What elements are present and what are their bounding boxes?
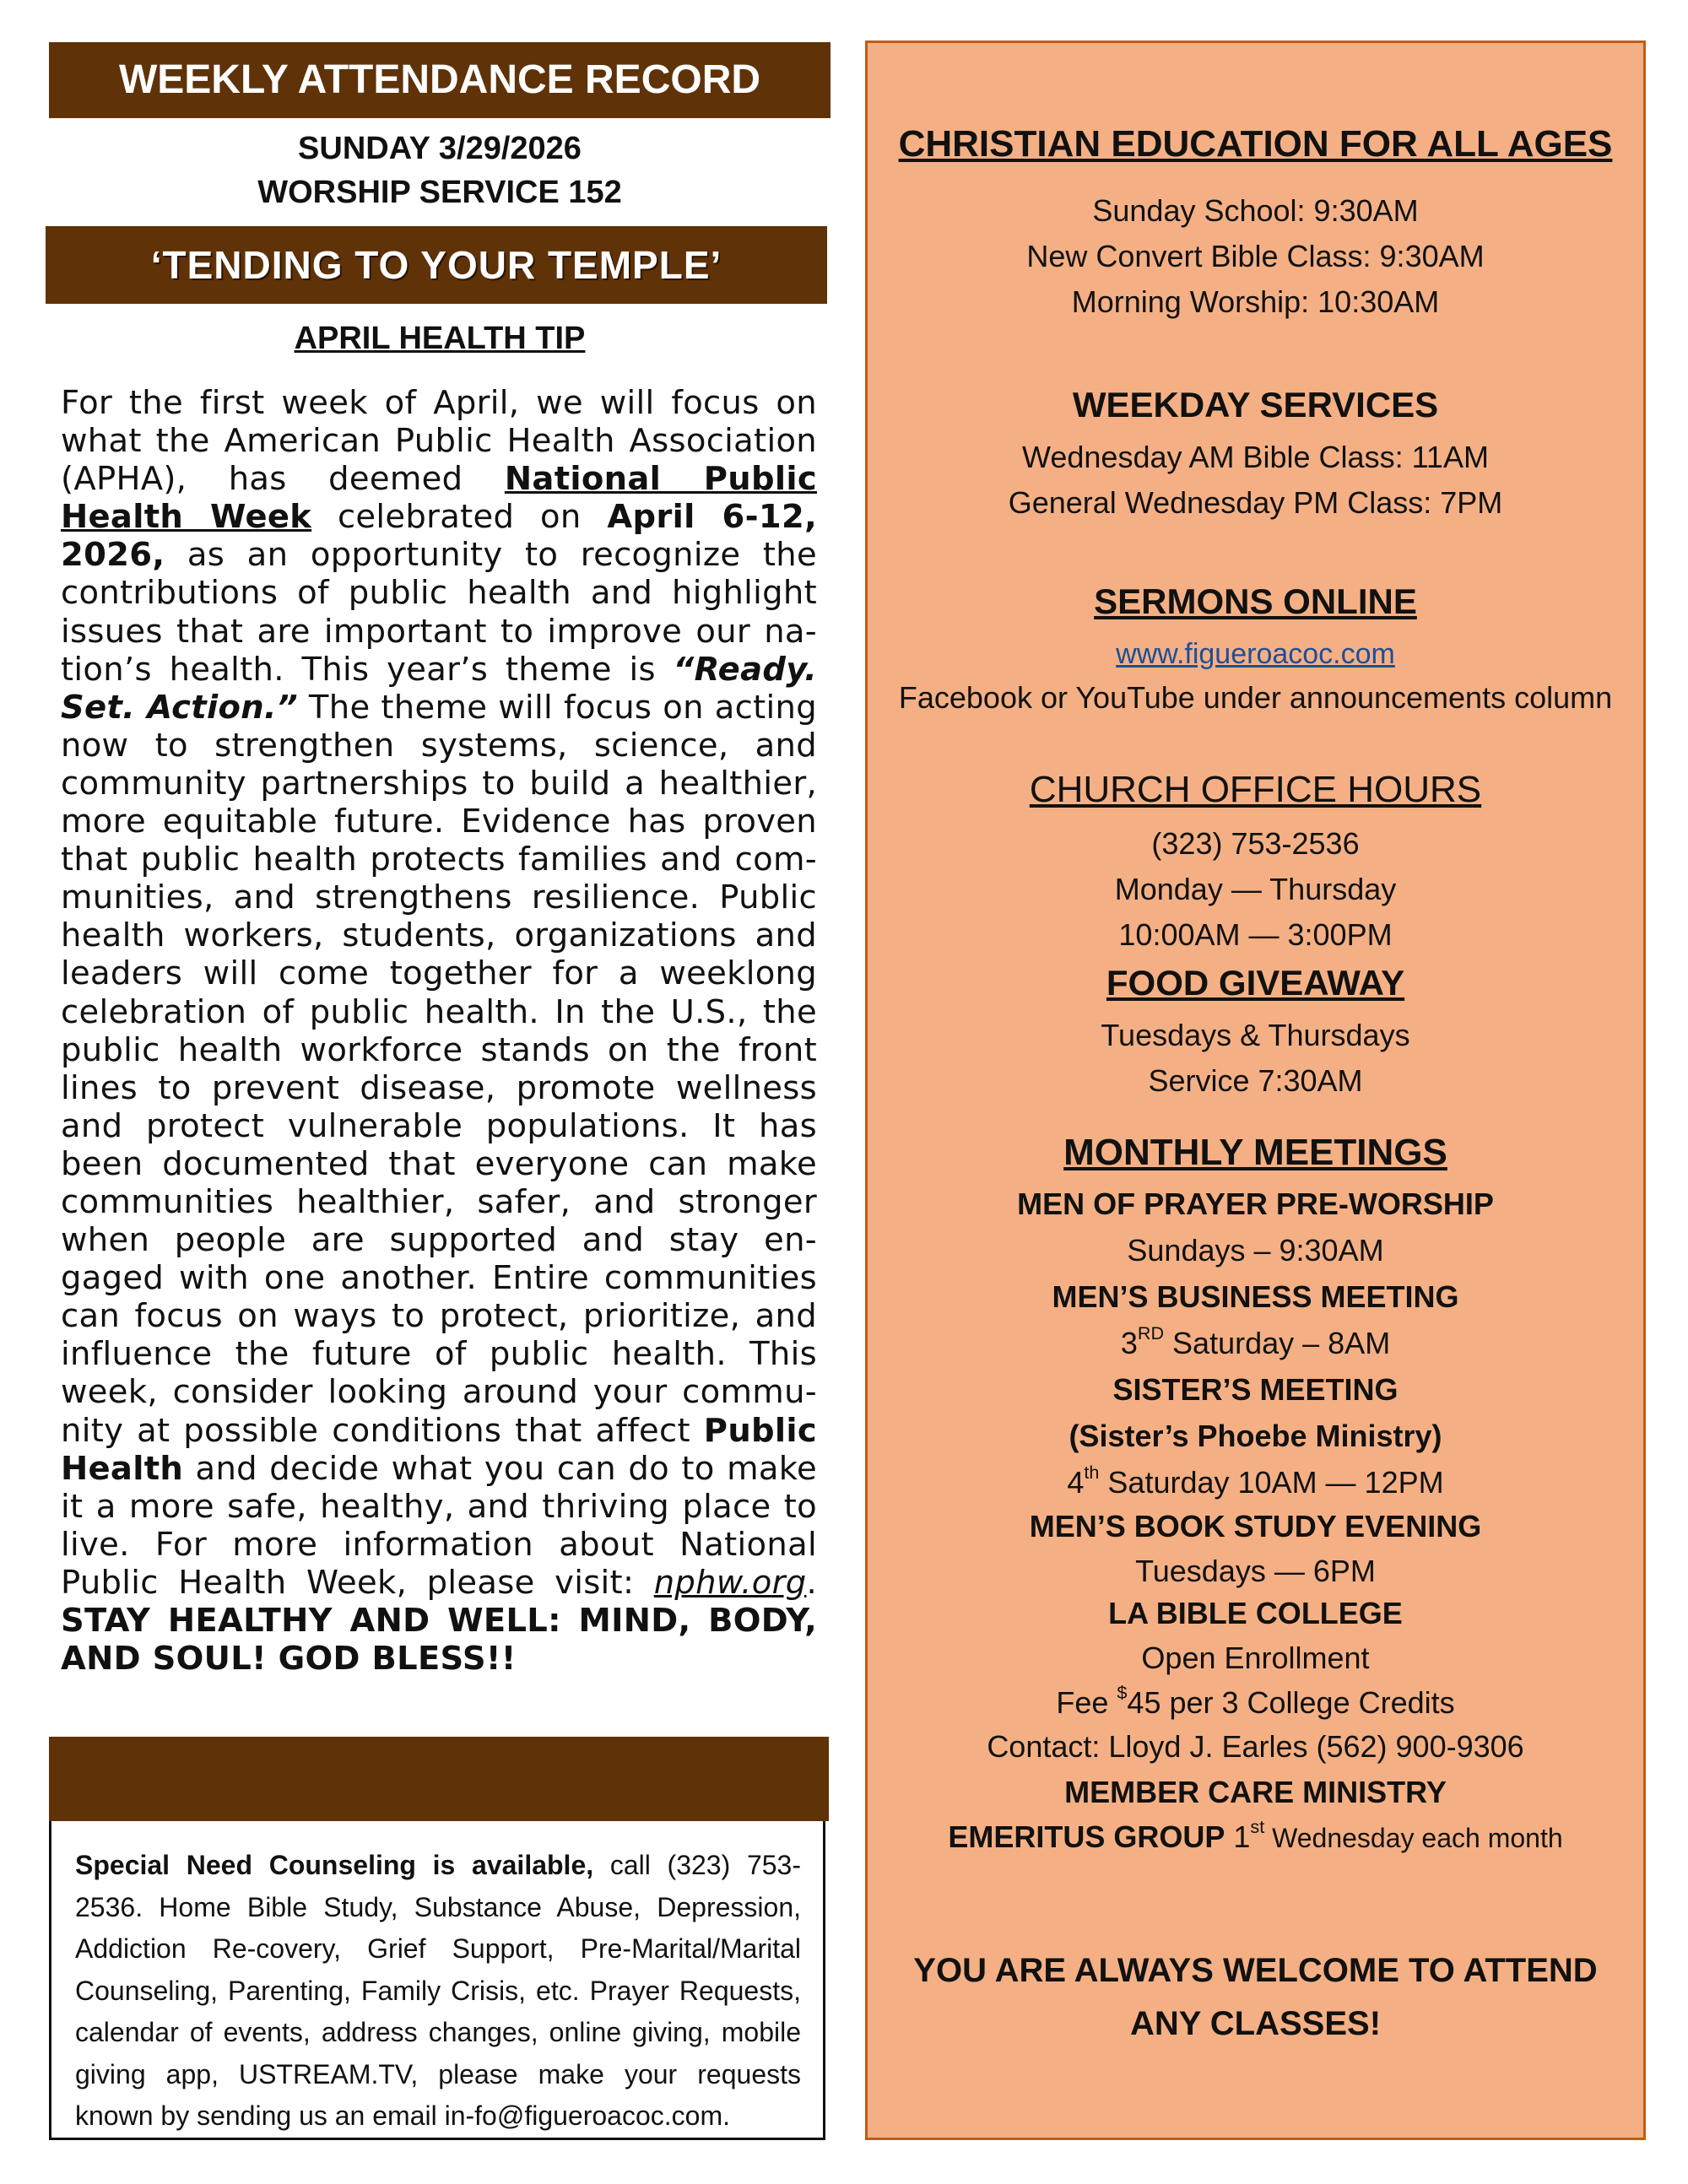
meeting-time: Saturday – 8AM xyxy=(1164,1326,1391,1360)
fee-amount: 45 per 3 College Credits xyxy=(1127,1685,1455,1720)
service-date: SUNDAY 3/29/2026 xyxy=(298,131,582,166)
nphw-link[interactable]: nphw.org xyxy=(653,1563,807,1602)
food-time: Service 7:30AM xyxy=(1148,1063,1363,1098)
sisters-time xyxy=(868,1462,1643,1500)
food-days: Tuesdays & Thursdays xyxy=(1101,1018,1410,1052)
counseling-box xyxy=(49,1821,825,2140)
college-contact: Contact: Lloyd J. Earles (562) 900-9306 xyxy=(987,1729,1524,1764)
education-heading: CHRISTIAN EDUCATION FOR ALL AGES xyxy=(898,123,1613,165)
book-study: MEN’S BOOK STUDY EVENING xyxy=(1029,1509,1482,1543)
meeting-time: Wednesday each month xyxy=(1264,1823,1563,1853)
weekday-item: Wednesday AM Bible Class: 11AM xyxy=(1022,440,1489,474)
article-text: celebrated on xyxy=(311,498,608,537)
book-study-time: Tuesdays — 6PM xyxy=(1135,1554,1376,1588)
sisters-meeting: SISTER’S MEETING xyxy=(1112,1372,1399,1407)
service-number: WORSHIP SERVICE 152 xyxy=(257,175,622,210)
theme-text: “Ready. Set. Action.” xyxy=(61,650,817,727)
ordinal-suffix: st xyxy=(1250,1816,1265,1837)
sermon-title-bar xyxy=(46,226,827,304)
sermon-title: ‘TENDING TO YOUR TEMPLE’ xyxy=(150,243,722,287)
member-care: MEMBER CARE MINISTRY xyxy=(1064,1775,1447,1809)
office-hours-heading xyxy=(868,769,1643,811)
sermons-note: Facebook or YouTube under announcements column xyxy=(898,680,1613,715)
edu-item: Morning Worship: 10:30AM xyxy=(1071,284,1440,319)
men-prayer: MEN OF PRAYER PRE-WORSHIP xyxy=(1017,1187,1494,1221)
schedule-panel xyxy=(865,41,1646,2140)
food-heading: FOOD GIVEAWAY xyxy=(1106,963,1405,1003)
attendance-title: WEEKLY ATTENDANCE RECORD xyxy=(118,57,761,102)
nphw-dates: April 6-12, 2026, xyxy=(61,498,817,575)
article-text: as an opportunity to recognize the contributions of public health and highlight issues that are important to improve our na-tion’s health. This year’s theme is xyxy=(61,536,817,689)
ordinal-suffix: th xyxy=(1084,1462,1100,1483)
mens-business-time xyxy=(868,1322,1643,1361)
weekday-item: General Wednesday PM Class: 7PM xyxy=(1008,485,1503,520)
office-hours: 10:00AM — 3:00PM xyxy=(1118,917,1393,952)
meeting-time: Saturday 10AM — 12PM xyxy=(1099,1465,1444,1500)
counseling-lead: Special Need Counseling is available, xyxy=(75,1850,594,1880)
office-phone: (323) 753-2536 xyxy=(1151,826,1360,861)
article-text: . xyxy=(806,1563,817,1602)
counseling-text: call (323) 753-2536. Home Bible Study, Substance Abuse, Depression, Addiction Re-covery, Grief Support, Pre-Marital/Marital Counseling, Parenting, Family Crisis, etc. Prayer Requests, calendar of events, address changes, online giving, mobile giving app, USTREAM.TV, please make your requests known by sending us an email in-fo@figueroacoc.com. xyxy=(75,1850,801,2131)
office-hours-heading-text: CHURCH OFFICE HOURS xyxy=(1029,769,1482,810)
emeritus-label: EMERITUS GROUP xyxy=(948,1819,1225,1854)
college-enrollment: Open Enrollment xyxy=(1141,1641,1370,1675)
ordinal-number: 1 xyxy=(1225,1819,1251,1854)
fee-label: Fee xyxy=(1056,1685,1117,1720)
counseling-header-bar xyxy=(49,1737,829,1821)
welcome-line-2: ANY CLASSES! xyxy=(1129,2005,1382,2042)
edu-item: Sunday School: 9:30AM xyxy=(1092,193,1419,228)
article-text: The theme will focus on acting now to strengthen systems, science, and community partnerships to build a healthier, more equitable future. Evidence has proven that public health protects families and com-munities, and strengthens resilience. Public health workers, students, organizations and leaders will come together for a weeklong celebration of public health. In the U.S., the public health workforce stands on the front lines to prevent disease, promote wellness and protect vulnerable populations. It has been documented that everyone can make communities healthier, safer, and stronger when people are supported and stay en-gaged with one another. Entire communities can focus on ways to protect, prioritize, and influence the future of public health. This week, consider looking around your commu-nity at possible conditions that affect xyxy=(61,688,817,1450)
attendance-header-bar xyxy=(49,42,830,118)
edu-item: New Convert Bible Class: 9:30AM xyxy=(1026,239,1485,273)
ordinal-number: 3 xyxy=(1120,1326,1138,1360)
website-link[interactable]: www.figueroacoc.com xyxy=(1116,638,1395,670)
college-fee xyxy=(868,1682,1643,1721)
ordinal-number: 4 xyxy=(1067,1465,1085,1500)
office-days: Monday — Thursday xyxy=(1114,872,1397,906)
sermons-heading: SERMONS ONLINE xyxy=(1094,581,1417,621)
sisters-ministry: (Sister’s Phoebe Ministry) xyxy=(1069,1419,1442,1453)
nphw-name: National Public Health Week xyxy=(61,460,817,537)
welcome-line-1: YOU ARE ALWAYS WELCOME TO ATTEND xyxy=(913,1952,1598,1989)
currency-symbol: $ xyxy=(1117,1682,1128,1703)
health-tip-heading: APRIL HEALTH TIP xyxy=(294,321,586,356)
public-health-emphasis: Public Health xyxy=(61,1411,817,1488)
mens-business: MEN’S BUSINESS MEETING xyxy=(1052,1279,1459,1314)
health-tip-article xyxy=(61,384,817,1678)
closing-blessing: STAY HEALTHY AND WELL: MIND, BODY, AND SOUL! GOD BLESS!! xyxy=(61,1602,817,1679)
ordinal-suffix: RD xyxy=(1137,1322,1165,1343)
article-text: For the first week of April, we will focus on what the American Public Health Association (APHA), has deemed xyxy=(61,384,817,499)
weekday-heading: WEEKDAY SERVICES xyxy=(1072,385,1439,424)
meetings-heading: MONTHLY MEETINGS xyxy=(1063,1132,1447,1173)
emeritus-group xyxy=(868,1816,1643,1855)
article-text: and decide what you can do to make it a more safe, healthy, and thriving place to live. For more information about National Public Health Week, please visit: xyxy=(61,1449,817,1602)
men-prayer-time: Sundays – 9:30AM xyxy=(1127,1233,1384,1268)
bible-college: LA BIBLE COLLEGE xyxy=(1108,1596,1403,1630)
